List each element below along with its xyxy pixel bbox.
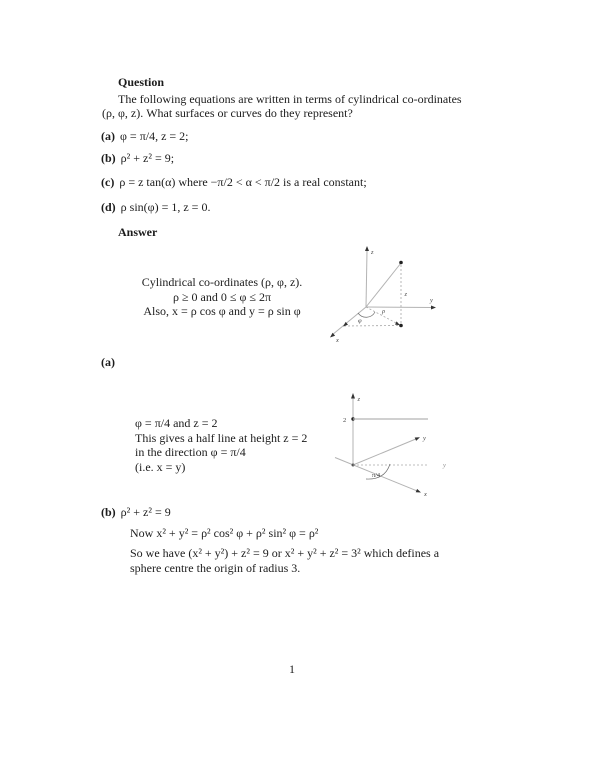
x-axis-label: x: [336, 337, 339, 344]
part-a-line2: This gives a half line at height z = 2: [135, 430, 308, 445]
answer-part-a-label: (a): [101, 355, 115, 369]
question-item-d: [101, 200, 210, 214]
part-b-paragraph: [130, 546, 439, 575]
y-axis-line: [366, 307, 432, 308]
phi-angle-arc: [358, 312, 375, 317]
z-axis-label: z: [371, 249, 374, 256]
figure-cylindrical-coordinates: [320, 240, 450, 355]
y-axis-arrow-icon: [415, 437, 420, 441]
cylindrical-coords-note: [110, 275, 334, 319]
item-text: ρ sin(φ) = 1, z = 0.: [120, 200, 211, 214]
coords-note-line2: ρ ≥ 0 and 0 ≤ φ ≤ 2π: [172, 289, 272, 304]
y-axis-arrow-icon: [431, 306, 436, 310]
height-tick-label: 2: [343, 417, 347, 424]
projection-point-marker: [399, 324, 403, 328]
part-a-line1: φ = π/4 and z = 2: [135, 416, 218, 430]
question-heading: Question: [118, 75, 165, 89]
figure-half-line: [335, 388, 470, 503]
coords-note-line1: Cylindrical co-ordinates (ρ, φ, z).: [141, 275, 303, 289]
part-b-line1: Now x² + y² = ρ² cos² φ + ρ² sin² φ = ρ²: [130, 526, 319, 540]
point-p-marker: [399, 261, 403, 265]
part-a-line3: in the direction φ = π/4: [135, 445, 246, 459]
item-text: φ = π/4, z = 2;: [120, 129, 189, 143]
question-item-b: [101, 151, 174, 165]
z-axis-line: [366, 251, 367, 307]
rho-label: ρ: [382, 308, 386, 315]
phi-label: φ: [358, 317, 362, 325]
z-axis-arrow-icon: [351, 393, 355, 399]
item-text: ρ = z tan(α) where −π/2 < α < π/2 is a real constant;: [119, 175, 367, 189]
y-axis-label: y: [423, 435, 426, 442]
question-item-a: [101, 129, 189, 143]
item-label: (a): [101, 129, 115, 143]
y-axis-label: y: [430, 297, 433, 304]
item-text: ρ² + z² = 9;: [120, 151, 175, 165]
question-item-c: [101, 175, 367, 189]
angle-label: π/4: [371, 472, 381, 479]
position-vector-line: [366, 263, 401, 307]
z-axis-label: z: [357, 396, 361, 403]
question-intro-line1: The following equations are written in terms of cylindrical co-ordinates: [118, 92, 462, 106]
z-component-label: z: [404, 291, 408, 298]
part-b-label: (b): [101, 505, 116, 519]
item-label: (c): [101, 175, 115, 189]
answer-part-b-heading: [101, 505, 171, 519]
projection-dashed-line: [344, 326, 399, 327]
y-axis-line: [353, 439, 417, 466]
part-b-line3: sphere centre the origin of radius 3.: [130, 560, 301, 575]
part-b-equation: ρ² + z² = 9: [120, 505, 171, 519]
part-a-line4: (i.e. x = y): [135, 459, 186, 474]
x-axis-arrow-icon: [416, 489, 421, 493]
rho-arrow-icon: [395, 321, 400, 325]
x-axis-label: x: [424, 491, 427, 498]
y-direction-label: y: [443, 462, 446, 469]
page-number: 1: [289, 662, 295, 676]
z-axis-arrow-icon: [365, 246, 369, 251]
answer-heading: Answer: [118, 225, 158, 239]
item-label: (b): [101, 151, 116, 165]
part-b-line2: So we have (x² + y²) + z² = 9 or x² + y² + z² = 3² which defines a: [130, 546, 440, 560]
coords-note-line3: Also, x = ρ cos φ and y = ρ sin φ: [143, 304, 301, 318]
item-label: (d): [101, 200, 116, 214]
answer-part-a-text: [135, 416, 307, 474]
question-intro-line2: (ρ, φ, z). What surfaces or curves do they represent?: [102, 106, 353, 120]
